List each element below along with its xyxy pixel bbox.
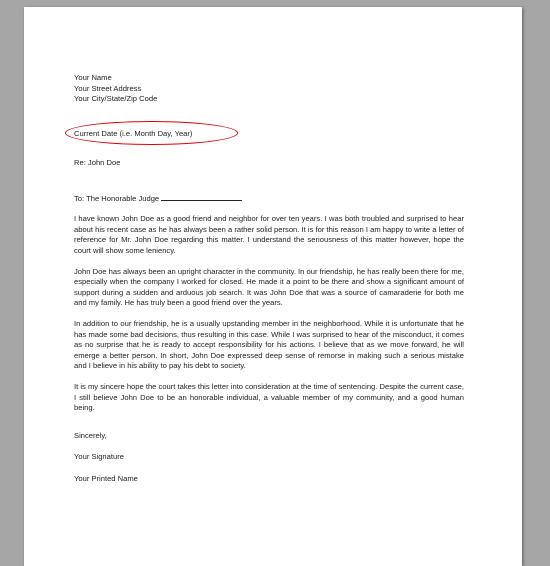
paragraph-4: It is my sincere hope the court takes this letter into consideration at the time of sentencing. Despite the current case, I still believe John Doe to be an honorable individual, a valuable member of my community, and a good human being. bbox=[74, 382, 464, 412]
paragraph-1: I have known John Doe as a good friend and neighbor for over ten years. I was both troubled and surprised to hear about his recent case as he has always been a rather solid person. It is for this reason I am happy to write a letter of reference for Mr. John Doe regarding this matter. I understand the seriousness of this matter however, hope the court will show some leniency. bbox=[74, 214, 464, 255]
judge-name-blank bbox=[161, 192, 242, 201]
salutation-line bbox=[74, 192, 464, 205]
sender-street: Your Street Address bbox=[74, 83, 142, 93]
sender-city: Your City/State/Zip Code bbox=[74, 94, 158, 103]
closing-line: Sincerely, bbox=[74, 430, 107, 440]
re-line: Re: John Doe bbox=[74, 158, 121, 167]
document-page bbox=[24, 7, 522, 566]
letter-body bbox=[74, 73, 464, 484]
sender-block bbox=[74, 73, 464, 105]
paragraph-3: In addition to our friendship, he is a usually upstanding member in the neighborhood. While it is unfortunate that he has made some bad decisions, thus resulting in this case. While I was surprised to hear of the misconduct, it comes as no surprise that he is ready to accept responsibility for his actions. I believe that as we move forward, he will emerge a better person. In short, John Doe expressed deep sense of remorse in making such a serious mistake and I believe in his ability to pay his debt to society. bbox=[74, 319, 464, 370]
printed-name-line: Your Printed Name bbox=[74, 473, 138, 483]
date-line: Current Date (i.e. Month Day, Year) bbox=[74, 128, 193, 138]
sender-name: Your Name bbox=[74, 73, 112, 82]
salutation-text: To: The Honorable Judge bbox=[74, 193, 160, 203]
signature-line: Your Signature bbox=[74, 452, 124, 461]
paragraph-2: John Doe has always been an upright character in the community. In our friendship, he has really been there for me, especially when the company I worked for closed. He made it a point to be there and show a significant amount of support during a sudden and arduous job search. It was John Doe that was a source of camaraderie for both me and my family. He has truly been a good friend over the years. bbox=[74, 266, 464, 307]
date-line-wrapper bbox=[74, 129, 192, 140]
highlight-circle bbox=[65, 121, 238, 145]
